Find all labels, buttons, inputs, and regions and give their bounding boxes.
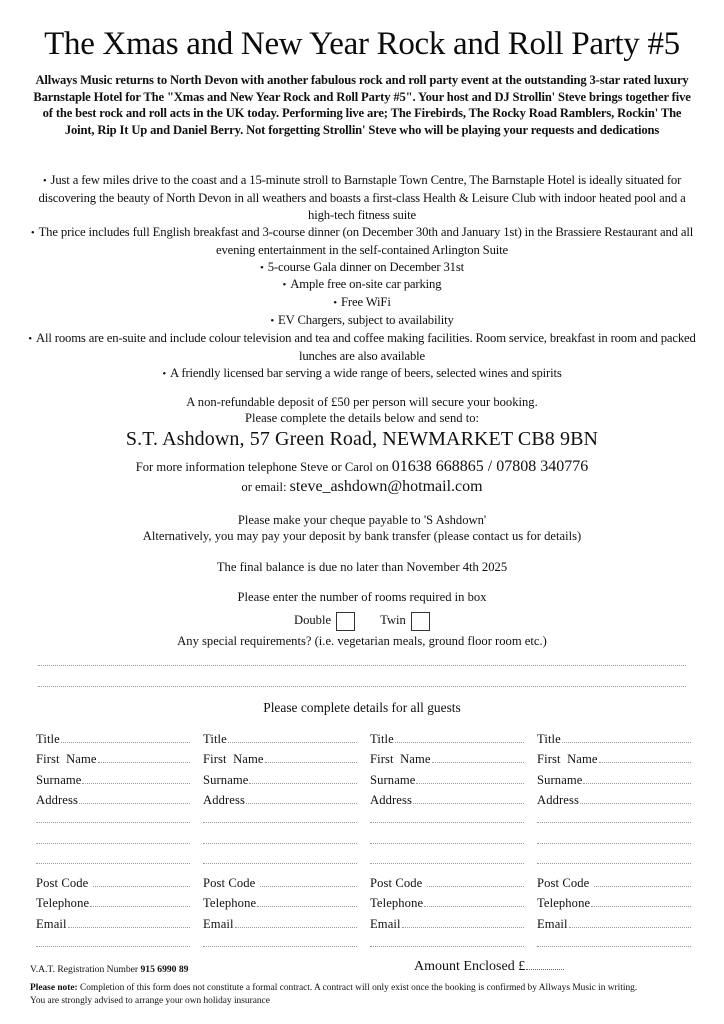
payment-info — [0, 512, 724, 544]
rooms-prompt: Please enter the number of rooms required in box — [237, 590, 487, 604]
first-name-field[interactable] — [537, 747, 691, 768]
field-label: Email — [203, 916, 234, 931]
address-line-field[interactable] — [370, 808, 524, 829]
dotted-entry-line[interactable] — [36, 863, 190, 864]
bullet-icon: • — [270, 315, 275, 328]
balance-due: The final balance is due no later than November 4th 2025 — [216, 560, 508, 574]
post-code-field[interactable] — [370, 870, 524, 891]
address-line-field[interactable] — [537, 850, 691, 871]
feature-item: • EV Chargers, subject to availability — [270, 313, 454, 328]
dotted-entry-line[interactable] — [569, 927, 691, 928]
surname-field[interactable] — [36, 767, 190, 788]
extra-line-field[interactable] — [203, 932, 357, 953]
feature-item: • Free WiFi — [333, 295, 391, 310]
special-requirements-line[interactable] — [38, 665, 686, 666]
bullet-icon: • — [259, 261, 264, 274]
surname-field[interactable] — [537, 767, 691, 788]
dotted-entry-line[interactable] — [580, 803, 691, 804]
dotted-entry-line[interactable] — [370, 946, 524, 947]
dotted-entry-line[interactable] — [235, 927, 357, 928]
feature-item: • Ample free on-site car parking — [282, 277, 442, 292]
room-selection — [0, 609, 724, 631]
dotted-entry-line[interactable] — [203, 843, 357, 844]
vat-registration: V.A.T. Registration Number 915 6990 89 — [30, 964, 189, 975]
field-label: Title — [370, 731, 394, 746]
post-code-field[interactable] — [203, 870, 357, 891]
field-label: Surname — [537, 772, 583, 787]
field-label: Surname — [203, 772, 249, 787]
dotted-entry-line[interactable] — [257, 906, 357, 907]
dotted-entry-line[interactable] — [203, 946, 357, 947]
email-field[interactable] — [370, 911, 524, 932]
field-label: First Name — [370, 752, 431, 767]
page-title: The Xmas and New Year Rock and Roll Party #5 — [44, 26, 680, 62]
amount-enclosed-field[interactable] — [526, 969, 564, 970]
dotted-entry-line[interactable] — [591, 906, 691, 907]
dotted-entry-line[interactable] — [370, 843, 524, 844]
email-line: or email: steve_ashdown@hotmail.com — [241, 478, 483, 495]
first-name-field[interactable] — [36, 747, 190, 768]
contact-info — [0, 457, 724, 497]
extra-line-field[interactable] — [370, 932, 524, 953]
dotted-entry-line[interactable] — [537, 863, 691, 864]
extra-line-field[interactable] — [36, 932, 190, 953]
dotted-entry-line[interactable] — [93, 886, 190, 887]
amount-enclosed: Amount Enclosed £ — [414, 958, 564, 976]
dotted-entry-line[interactable] — [594, 886, 691, 887]
surname-field[interactable] — [203, 767, 357, 788]
feature-item: • A friendly licensed bar serving a wide range of beers, selected wines and spirits — [162, 365, 562, 380]
bullet-icon: • — [30, 226, 35, 239]
dotted-entry-line[interactable] — [537, 843, 691, 844]
dotted-entry-line[interactable] — [370, 863, 524, 864]
dotted-entry-line[interactable] — [79, 803, 190, 804]
dotted-entry-line[interactable] — [36, 843, 190, 844]
telephone-field[interactable] — [36, 891, 190, 912]
field-label: Email — [36, 916, 67, 931]
dotted-entry-line[interactable] — [228, 742, 357, 743]
dotted-entry-line[interactable] — [402, 927, 524, 928]
deposit-info — [0, 394, 724, 426]
note-label: Please note: — [30, 983, 78, 993]
address-line-field[interactable] — [203, 808, 357, 829]
field-label: Email — [537, 916, 568, 931]
address-line-field[interactable] — [203, 829, 357, 850]
title-field[interactable] — [36, 726, 190, 747]
send-line: Please complete the details below and send to: — [245, 411, 479, 425]
cheque-line: Please make your cheque payable to 'S Ashdown' — [237, 513, 487, 527]
dotted-entry-line[interactable] — [413, 803, 524, 804]
special-requirements-prompt: Any special requirements? (i.e. vegetarian meals, ground floor room etc.) — [177, 634, 547, 648]
surname-field[interactable] — [370, 767, 524, 788]
guest-details-block — [537, 726, 691, 953]
dotted-entry-line[interactable] — [416, 783, 524, 784]
dotted-entry-line[interactable] — [562, 742, 691, 743]
dotted-entry-line[interactable] — [265, 762, 357, 763]
feature-item: • The price includes full English breakfast and 3-course dinner (on December 30th and January 1st) in the Brassiere Restaurant and all evening entertainment in the self-contained Arlington Suite — [30, 224, 694, 257]
special-requirements-line[interactable] — [38, 686, 686, 687]
dotted-entry-line[interactable] — [203, 863, 357, 864]
twin-label: Twin — [380, 613, 406, 627]
intro-paragraph: Allways Music returns to North Devon with another fabulous rock and roll party event at the outstanding 3-star rated luxury Barnstaple Hotel for The "Xmas and New Year Rock and Roll Party #5". Your host and DJ Strollin' Steve brings together five of the best rock and roll acts in the UK today. Performing live are; The Firebirds, The Rocky Road Ramblers, Rockin' The Joint, Rip It Up and Daniel Berry. Not forgetting Strollin' Steve who will be playing your requests and dedications — [33, 73, 691, 138]
guests-heading: Please complete details for all guests — [263, 700, 461, 715]
address-line-field[interactable] — [537, 808, 691, 829]
deposit-line: A non-refundable deposit of £50 per person will secure your booking. — [186, 395, 538, 409]
field-label: Post Code — [203, 875, 259, 890]
field-label: Title — [537, 731, 561, 746]
twin-rooms-box[interactable] — [411, 612, 430, 631]
field-label: Post Code — [36, 875, 92, 890]
first-name-field[interactable] — [370, 747, 524, 768]
guest-details-block — [203, 726, 357, 953]
dotted-entry-line[interactable] — [395, 742, 524, 743]
title-field[interactable] — [537, 726, 691, 747]
field-label: Title — [36, 731, 60, 746]
field-label: Post Code — [370, 875, 426, 890]
field-label: Title — [203, 731, 227, 746]
address-line-field[interactable] — [537, 829, 691, 850]
dotted-entry-line[interactable] — [36, 822, 190, 823]
dotted-entry-line[interactable] — [246, 803, 357, 804]
field-label: Surname — [36, 772, 82, 787]
address-field[interactable] — [537, 788, 691, 809]
dotted-entry-line[interactable] — [583, 783, 691, 784]
footer-note — [30, 982, 700, 1008]
contact-email: steve_ashdown@hotmail.com — [289, 478, 483, 495]
field-label: First Name — [36, 752, 97, 767]
dotted-entry-line[interactable] — [424, 906, 524, 907]
address-field[interactable] — [370, 788, 524, 809]
first-name-field[interactable] — [203, 747, 357, 768]
dotted-entry-line[interactable] — [61, 742, 190, 743]
post-code-field[interactable] — [537, 870, 691, 891]
bullet-icon: • — [42, 175, 47, 187]
double-rooms-box[interactable] — [336, 612, 355, 631]
dotted-entry-line[interactable] — [68, 927, 190, 928]
title-field[interactable] — [203, 726, 357, 747]
dotted-entry-line[interactable] — [90, 906, 190, 907]
address-line-field[interactable] — [203, 850, 357, 871]
note-text: Completion of this form does not constitute a formal contract. A contract will only exist once the booking is confirmed by Allways Music in writing. — [79, 983, 638, 993]
bullet-icon: • — [282, 279, 287, 292]
field-label: Surname — [370, 772, 416, 787]
dotted-entry-line[interactable] — [537, 822, 691, 823]
phone-numbers: 01638 668865 / 07808 340776 — [391, 458, 589, 475]
field-label: First Name — [537, 752, 598, 767]
telephone-field[interactable] — [370, 891, 524, 912]
dotted-entry-line[interactable] — [427, 886, 524, 887]
field-label: Telephone — [203, 896, 257, 911]
dotted-entry-line[interactable] — [599, 762, 691, 763]
double-label: Double — [293, 613, 332, 627]
email-field[interactable] — [537, 911, 691, 932]
dotted-entry-line[interactable] — [537, 946, 691, 947]
field-label: Telephone — [36, 896, 90, 911]
dotted-entry-line[interactable] — [260, 886, 357, 887]
extra-line-field[interactable] — [537, 932, 691, 953]
title-field[interactable] — [370, 726, 524, 747]
bullet-icon: • — [162, 367, 167, 380]
phone-line: For more information telephone Steve or Carol on 01638 668865 / 07808 340776 — [135, 458, 589, 475]
field-label: Email — [370, 916, 401, 931]
feature-item: • All rooms are en-suite and include colour television and tea and coffee making facilities. Room service, breakfast in room and packed lunches are also available — [28, 331, 696, 364]
dotted-entry-line[interactable] — [370, 822, 524, 823]
dotted-entry-line[interactable] — [82, 783, 190, 784]
field-label: Telephone — [537, 896, 591, 911]
bullet-icon: • — [333, 297, 337, 310]
feature-item: • 5-course Gala dinner on December 31st — [259, 259, 465, 274]
email-field[interactable] — [203, 911, 357, 932]
telephone-field[interactable] — [537, 891, 691, 912]
feature-item: • Just a few miles drive to the coast and a 15-minute stroll to Barnstaple Town Centre, The Barnstaple Hotel is ideally situated for discovering the beauty of North Devon in all weathers and boasts a first-class Health & Leisure Club with indoor heated pool and a high-tech fitness suite — [38, 173, 686, 222]
dotted-entry-line[interactable] — [432, 762, 524, 763]
field-label: Post Code — [537, 875, 593, 890]
address-line-field[interactable] — [36, 829, 190, 850]
dotted-entry-line[interactable] — [249, 783, 357, 784]
postal-address: S.T. Ashdown, 57 Green Road, NEWMARKET CB8 9BN — [125, 428, 599, 450]
field-label: Address — [537, 793, 579, 808]
insurance-text: You are strongly advised to arrange your own holiday insurance — [30, 996, 270, 1006]
hotel-features-list — [28, 172, 696, 383]
dotted-entry-line[interactable] — [36, 946, 190, 947]
post-code-field[interactable] — [36, 870, 190, 891]
vat-number: 915 6990 89 — [140, 964, 189, 975]
field-label: First Name — [203, 752, 264, 767]
address-line-field[interactable] — [36, 850, 190, 871]
field-label: Address — [203, 793, 245, 808]
address-line-field[interactable] — [36, 808, 190, 829]
field-label: Telephone — [370, 896, 424, 911]
guest-details-block — [36, 726, 190, 953]
dotted-entry-line[interactable] — [203, 822, 357, 823]
address-line-field[interactable] — [370, 850, 524, 871]
email-field[interactable] — [36, 911, 190, 932]
field-label: Address — [370, 793, 412, 808]
transfer-line: Alternatively, you may pay your deposit by bank transfer (please contact us for details) — [142, 529, 582, 543]
address-field[interactable] — [203, 788, 357, 809]
dotted-entry-line[interactable] — [98, 762, 190, 763]
telephone-field[interactable] — [203, 891, 357, 912]
guest-details-block — [370, 726, 524, 953]
address-field[interactable] — [36, 788, 190, 809]
address-line-field[interactable] — [370, 829, 524, 850]
bullet-icon: • — [28, 333, 32, 346]
field-label: Address — [36, 793, 78, 808]
